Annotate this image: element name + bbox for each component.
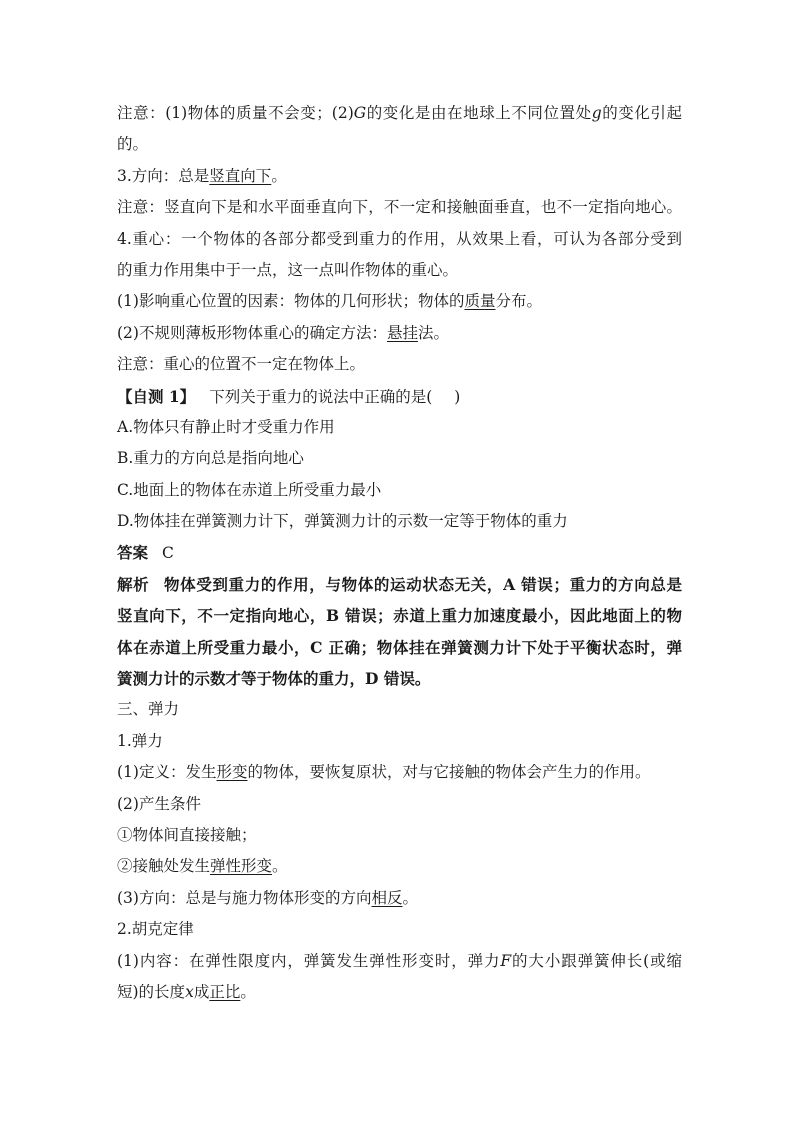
symbol-G: G (353, 104, 367, 122)
condition-title: (2)产生条件 (117, 794, 201, 813)
analysis-line-4: 簧测力计的示数才等于物体的重力，D 错误。 (117, 669, 431, 689)
option-d: D.物体挂在弹簧测力计下，弹簧测力计的示数一定等于物体的重力 (117, 512, 568, 531)
fill-answer: 正比 (209, 982, 241, 1001)
symbol-F: F (500, 951, 512, 970)
option-b: B.重力的方向总是指向地心 (117, 449, 304, 468)
condition-1: ①物体间直接接触； (117, 825, 257, 844)
document-page (117, 98, 682, 1008)
gravity-direction-note: 注意：竖直向下是和水平面垂直向下，不一定和接触面垂直，也不一定指向地心。 (117, 198, 682, 217)
symbol-g: g (591, 104, 602, 122)
option-c: C.地面上的物体在赤道上所受重力最小 (117, 480, 382, 499)
analysis-line-1: 解析 物体受到重力的作用，与物体的运动状态无关，A 错误；重力的方向总是 (117, 574, 682, 594)
self-test-tag: 【自测 1】 (117, 386, 196, 406)
answer-label: 答案 (117, 543, 149, 563)
fill-answer: 竖直向下 (209, 166, 272, 185)
hooke-title: 2.胡克定律 (117, 920, 194, 939)
analysis-line-2: 竖直向下，不一定指向地心，B 错误；赤道上重力加速度最小，因此地面上的物 (117, 606, 682, 626)
option-a: A.物体只有静止时才受重力作用 (117, 417, 335, 436)
subsection-title: 1.弹力 (117, 731, 163, 750)
answer-value: C (162, 544, 174, 563)
condition-2: ②接触处发生弹性形变。 (117, 857, 288, 876)
center-of-gravity-line-1: 4.重心：一个物体的各部分都受到重力的作用，从效果上看，可认为各部分受到 (117, 229, 682, 248)
fill-answer: 形变 (216, 763, 248, 782)
center-method: (2)不规则薄板形物体重心的确定方法：悬挂法。 (117, 323, 449, 342)
gravity-note-line-2: 的。 (117, 135, 149, 154)
section-heading: 三、弹力 (117, 700, 180, 719)
analysis-line-3: 体在赤道上所受重力最小，C 正确；物体挂在弹簧测力计下处于平衡状态时，弹 (117, 637, 682, 657)
fill-answer: 弹性形变 (210, 857, 273, 876)
center-note: 注意：重心的位置不一定在物体上。 (117, 355, 366, 374)
note-text: 注意：(1)物体的质量不会变；(2) (117, 104, 354, 122)
elastic-direction: (3)方向：总是与施力物体形变的方向相反。 (117, 888, 418, 907)
self-test-question: 【自测 1】 下列关于重力的说法中正确的是( ) (117, 386, 461, 406)
center-factor: (1)影响重心位置的因素：物体的几何形状；物体的质量分布。 (117, 292, 542, 311)
fill-answer: 悬挂 (386, 323, 418, 342)
note-text: 的变化是由在地球上不同位置处 (366, 104, 592, 122)
answer-line (117, 537, 682, 568)
center-of-gravity-line-2: 的重力作用集中于一点，这一点叫作物体的重心。 (117, 260, 459, 279)
symbol-x: x (185, 982, 194, 1001)
hooke-line-2: 短)的长度x成正比。 (117, 982, 256, 1001)
elastic-definition: (1)定义：发生形变的物体，要恢复原状，对与它接触的物体会产生力的作用。 (117, 763, 651, 782)
note-text: 的变化引起 (601, 104, 682, 122)
analysis-label: 解析 (117, 574, 150, 594)
gravity-direction: 3.方向：总是竖直向下。 (117, 166, 287, 185)
fill-answer: 相反 (371, 888, 403, 907)
fill-answer: 质量 (464, 292, 496, 311)
hooke-line-1: (1)内容：在弹性限度内，弹簧发生弹性形变时，弹力F的大小跟弹簧伸长(或缩 (117, 951, 682, 970)
gravity-note-line-1 (117, 98, 682, 129)
